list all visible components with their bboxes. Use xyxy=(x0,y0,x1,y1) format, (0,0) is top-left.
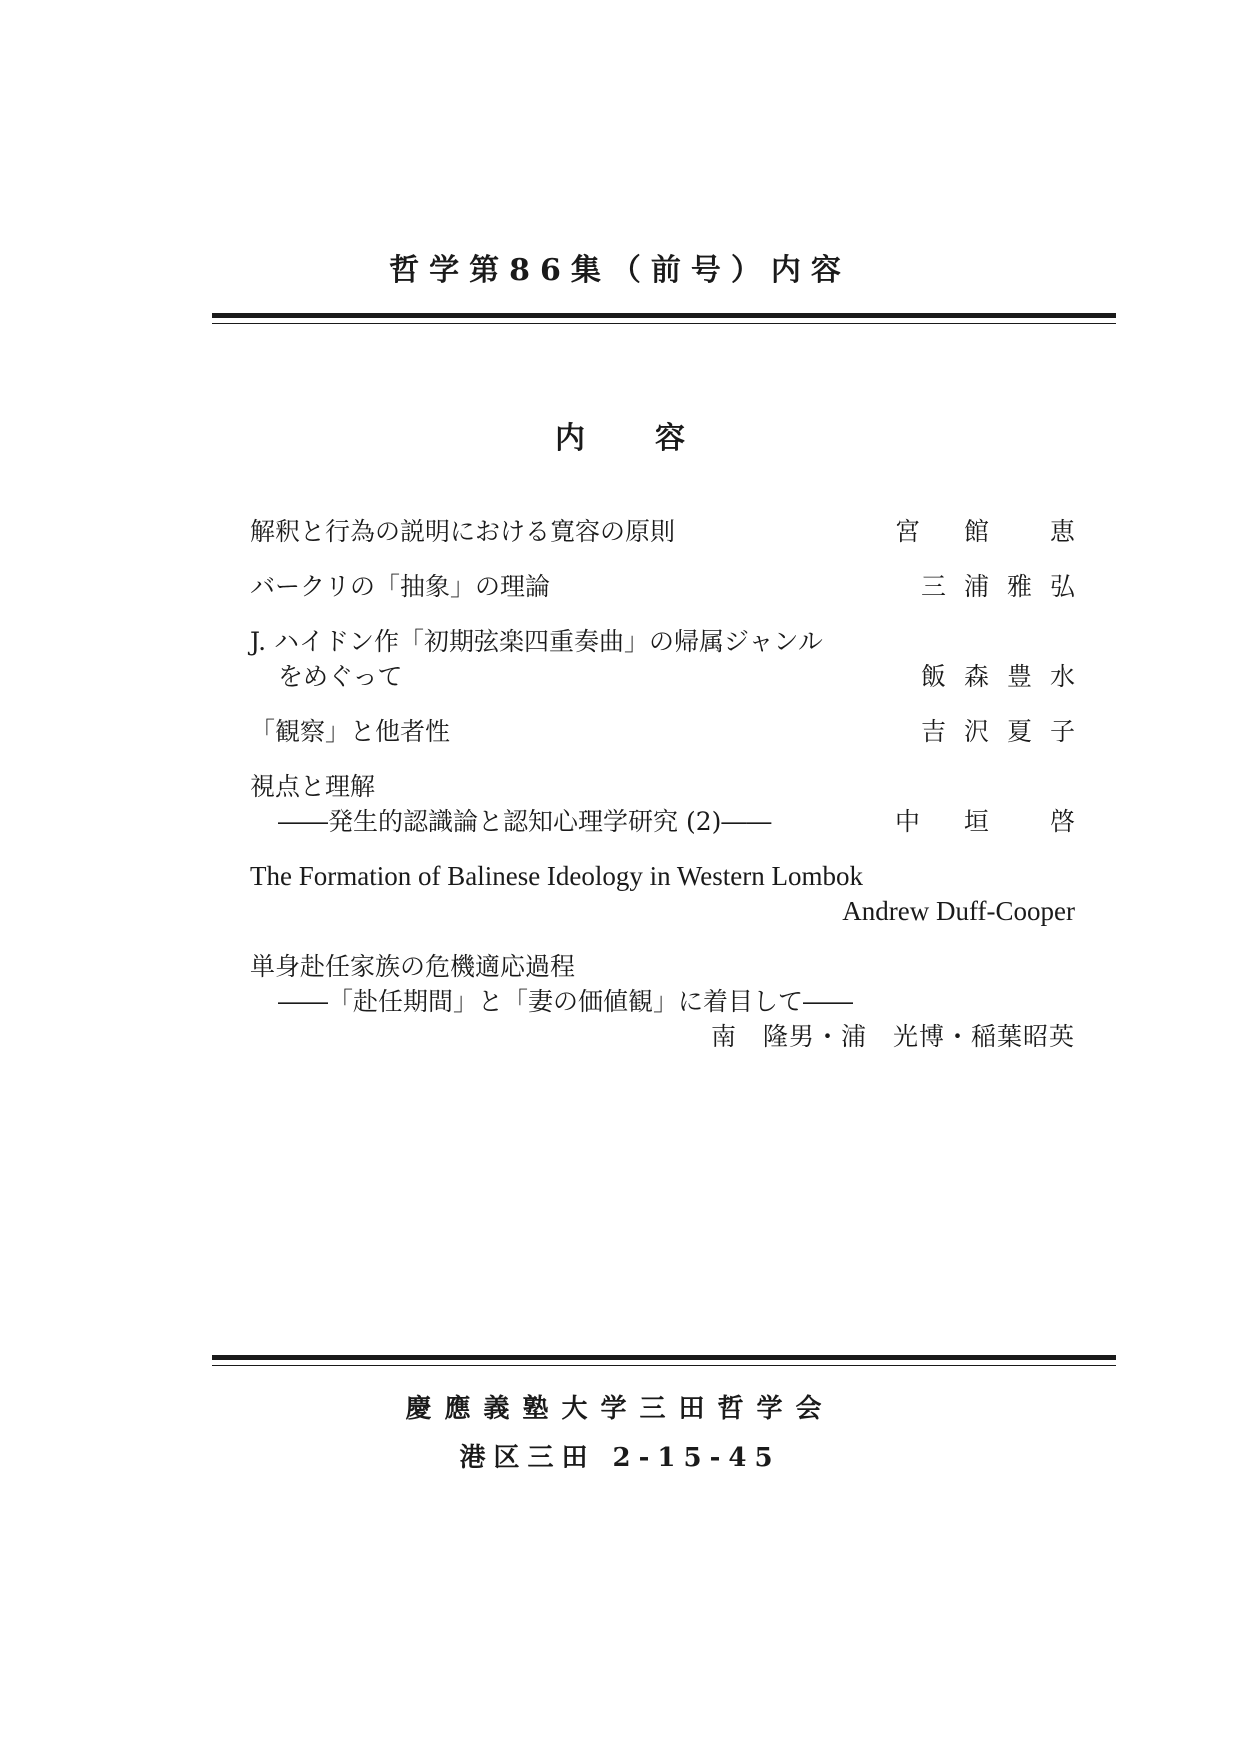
toc-entry-author: 吉沢夏子 xyxy=(920,717,1093,746)
toc-entry-title: J. ハイドン作「初期弦楽四重奏曲」の帰属ジャンル xyxy=(250,627,823,656)
toc-entry xyxy=(250,624,1093,694)
toc-entry-title: 「観察」と他者性 xyxy=(250,717,451,746)
toc-entry-author: 中 垣 啓 xyxy=(895,807,1093,836)
toc-entry-title-continued: をめぐって xyxy=(278,662,403,691)
table-of-contents xyxy=(250,514,1093,1054)
toc-entry xyxy=(250,714,1093,749)
toc-entry-author: 宮 館 恵 xyxy=(895,517,1093,546)
toc-entry-author: Andrew Duff-Cooper xyxy=(842,896,1075,926)
toc-entry-title: 解釈と行為の説明における寛容の原則 xyxy=(250,517,676,546)
toc-entry-title: The Formation of Balinese Ideology in Western Lombok xyxy=(250,861,863,891)
toc-entry-title: 視点と理解 xyxy=(250,772,376,801)
toc-entry-subtitle: ――発生的認識論と認知心理学研究 (2)―― xyxy=(278,807,772,836)
contents-heading: 内容 xyxy=(555,421,755,456)
toc-entry-author: 飯森豊水 xyxy=(920,662,1093,691)
toc-entry xyxy=(250,569,1093,604)
publisher-address: 港区三田 2-15-45 xyxy=(459,1443,781,1473)
toc-entry xyxy=(250,769,1093,839)
toc-entry xyxy=(250,949,1075,1054)
toc-entry-authors: 南 隆男・浦 光博・稲葉昭英 xyxy=(710,1022,1075,1051)
bottom-double-rule xyxy=(212,1355,1116,1366)
toc-entry-author: 三浦雅弘 xyxy=(920,572,1093,601)
toc-entry-subtitle: ――「赴任期間」と「妻の価値観」に着目して―― xyxy=(278,987,854,1016)
toc-entry xyxy=(250,859,1075,929)
toc-entry xyxy=(250,514,1093,549)
page-header-title: 哲学第86集（前号）内容 xyxy=(389,253,851,288)
top-double-rule xyxy=(212,313,1116,324)
publisher-name: 慶應義塾大学三田哲学会 xyxy=(405,1394,835,1424)
toc-entry-title: バークリの「抽象」の理論 xyxy=(250,572,551,601)
toc-entry-title: 単身赴任家族の危機適応過程 xyxy=(250,952,576,981)
